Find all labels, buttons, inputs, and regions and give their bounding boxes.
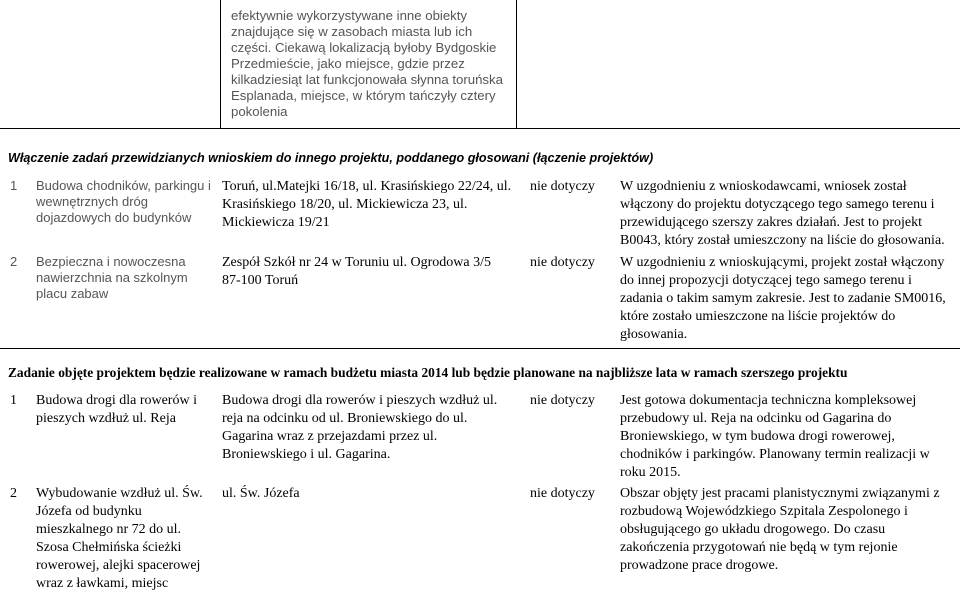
task-status: nie dotyczy [530, 255, 595, 270]
task-location: Zespół Szkół nr 24 w Toruniu ul. Ogrodowa 3/5 87-100 Toruń [222, 255, 492, 288]
row-number: 1 [10, 178, 18, 193]
task-name: Budowa chodników, parkingu i wewnętrznych dróg dojazdowych do budynków [36, 178, 211, 225]
row-number: 2 [10, 486, 17, 501]
row-number: 1 [10, 393, 17, 408]
task-status: nie dotyczy [530, 486, 595, 501]
task-location: ul. Św. Józefa [222, 486, 300, 501]
row-number: 2 [10, 254, 18, 269]
task-comment: W uzgodnieniu z wnioskodawcami, wniosek został włączony do projektu dotyczącego tego samego terenu i przewidującego szerszy zakres działań. Jest to projekt B0043, który został umieszczony na liście do głosowania. [620, 179, 945, 248]
previous-table-fragment [0, 0, 960, 135]
task-location: Toruń, ul.Matejki 16/18, ul. Krasińskiego 22/24, ul. Krasińskiego 18/20, ul. Mickiewicza 23, ul. Mickiewicza 19/21 [222, 179, 512, 230]
fragment-cell [220, 0, 517, 128]
task-comment: W uzgodnieniu z wnioskującymi, projekt został włączony do innej propozycji dotyczącej tego samego terenu i zadania o takim samym zakresie. Jest to zadanie SM0016, które zostało umieszczone na liście projektów do głosowania. [620, 255, 946, 342]
section-title-budget: Zadanie objęte projektem będzie realizowane w ramach budżetu miasta 2014 lub będzie planowane na najbliższe lata w ramach szerszego projektu [8, 365, 848, 380]
fragment-text: efektywnie wykorzystywane inne obiekty znajdujące się w zasobach miasta lub ich części. Ciekawą lokalizacją byłoby Bydgoskie Przedmieście, jako miejsce, gdzie przez kilkadziesiąt lat funkcjonowała słynna toruńska Esplanada, miejsce, w którym tańczyły cztery pokolenia [231, 8, 503, 119]
fragment-empty-cell [515, 0, 960, 128]
task-location: Budowa drogi dla rowerów i pieszych wzdłuż ul. reja na odcinku od ul. Broniewskiego do ul. Gagarina wraz z przejazdami przez ul. Broniewskiego i ul. Gagarina. [222, 393, 498, 462]
task-status: nie dotyczy [530, 179, 595, 194]
section-title-merge: Włączenie zadań przewidzianych wnioskiem do innego projektu, poddanego głosowani (łączenie projektów) [8, 151, 654, 165]
task-comment: Obszar objęty jest pracami planistycznymi związanymi z rozbudową Wojewódzkiego Szpitala Zespolonego i obsługującego go układu drogowego. Do czasu zakończenia przygotowań nie będą w tym rejonie prowadzone prace drogowe. [620, 486, 940, 573]
task-name: Budowa drogi dla rowerów i pieszych wzdłuż ul. Reja [36, 393, 197, 426]
divider [0, 348, 960, 349]
task-comment: Jest gotowa dokumentacja techniczna kompleksowej przebudowy ul. Reja na odcinku od Gagarina do Broniewskiego, w tym budowa drogi rowerowej, chodników i parkingów. Planowany termin realizacji w roku 2015. [620, 393, 930, 480]
task-status: nie dotyczy [530, 393, 595, 408]
task-name: Wybudowanie wzdłuż ul. Św. Józefa od budynku mieszkalnego nr 72 do ul. Szosa Chełmińska ścieżki rowerowej, alejki spacerowej wraz z ławkami, miejsc [36, 486, 203, 591]
task-name: Bezpieczna i nowoczesna nawierzchnia na szkolnym placu zabaw [36, 254, 188, 301]
divider [0, 128, 960, 129]
